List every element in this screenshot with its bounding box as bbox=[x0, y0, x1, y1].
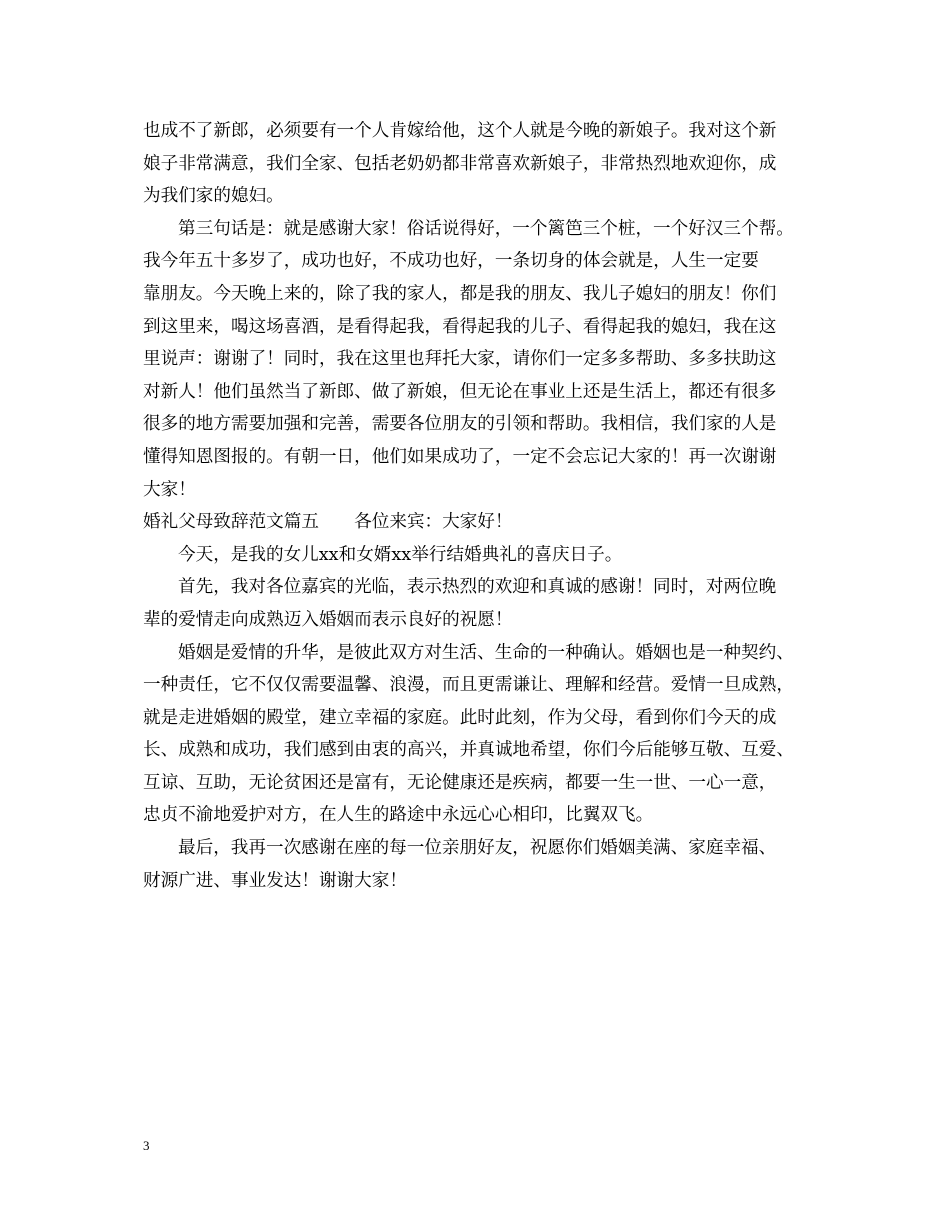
text-line: 辈的爱情走向成熟迈入婚姻而表示良好的祝愿！ bbox=[143, 609, 513, 630]
paragraph-first-line: 婚姻是爱情的升华，是彼此双方对生活、生命的一种确认。婚姻也是一种契约、 bbox=[178, 642, 794, 663]
page-number: 3 bbox=[143, 1138, 150, 1153]
section-heading: 婚礼父母致辞范文篇五 各位来宾：大家好！ bbox=[143, 512, 513, 533]
text-line: 财源广进、事业发达！谢谢大家！ bbox=[143, 870, 407, 891]
text-line: 娘子非常满意，我们全家、包括老奶奶都非常喜欢新娘子，非常热烈地欢迎你，成 bbox=[143, 153, 777, 174]
text-line: 忠贞不渝地爱护对方，在人生的路途中永远心心相印，比翼双飞。 bbox=[143, 805, 654, 826]
paragraph-first-line: 首先，我对各位嘉宾的光临，表示热烈的欢迎和真诚的感谢！同时，对两位晚 bbox=[178, 577, 777, 598]
paragraph-first-line: 今天，是我的女儿xx和女婿xx举行结婚典礼的喜庆日子。 bbox=[178, 544, 623, 565]
text-line: 长、成熟和成功，我们感到由衷的高兴，并真诚地希望，你们今后能够互敬、互爱、 bbox=[143, 740, 794, 761]
text-line: 很多的地方需要加强和完善，需要各位朋友的引领和帮助。我相信，我们家的人是 bbox=[143, 414, 777, 435]
text-line: 互谅、互助，无论贫困还是富有，无论健康还是疾病，都要一生一世、一心一意， bbox=[143, 772, 777, 793]
text-line: 我今年五十多岁了，成功也好，不成功也好，一条切身的体会就是，人生一定要 bbox=[143, 251, 759, 272]
paragraph-first-line: 第三句话是：就是感谢大家！俗话说得好，一个篱笆三个桩，一个好汉三个帮。 bbox=[178, 218, 794, 239]
text-line: 靠朋友。今天晚上来的，除了我的家人，都是我的朋友、我儿子媳妇的朋友！你们 bbox=[143, 283, 777, 304]
text-line: 到这里来，喝这场喜酒，是看得起我，看得起我的儿子、看得起我的媳妇，我在这 bbox=[143, 316, 777, 337]
text-line: 一种责任，它不仅仅需要温馨、浪漫，而且更需谦让、理解和经营。爱情一旦成熟， bbox=[143, 675, 794, 696]
text-line: 懂得知恩图报的。有朝一日，他们如果成功了，一定不会忘记大家的！再一次谢谢 bbox=[143, 446, 777, 467]
text-line: 大家！ bbox=[143, 479, 196, 500]
text-line: 也成不了新郎，必须要有一个人肯嫁给他，这个人就是今晚的新娘子。我对这个新 bbox=[143, 121, 777, 141]
paragraph-first-line: 最后，我再一次感谢在座的每一位亲朋好友，祝愿你们婚姻美满、家庭幸福、 bbox=[178, 838, 777, 859]
text-line: 里说声：谢谢了！同时，我在这里也拜托大家，请你们一定多多帮助、多多扶助这 bbox=[143, 349, 777, 370]
text-line: 对新人！他们虽然当了新郎、做了新娘，但无论在事业上还是生活上，都还有很多 bbox=[143, 381, 777, 402]
text-line: 就是走进婚姻的殿堂，建立幸福的家庭。此时此刻，作为父母，看到你们今天的成 bbox=[143, 707, 777, 728]
text-line: 为我们家的媳妇。 bbox=[143, 186, 284, 207]
document-body bbox=[143, 115, 823, 897]
